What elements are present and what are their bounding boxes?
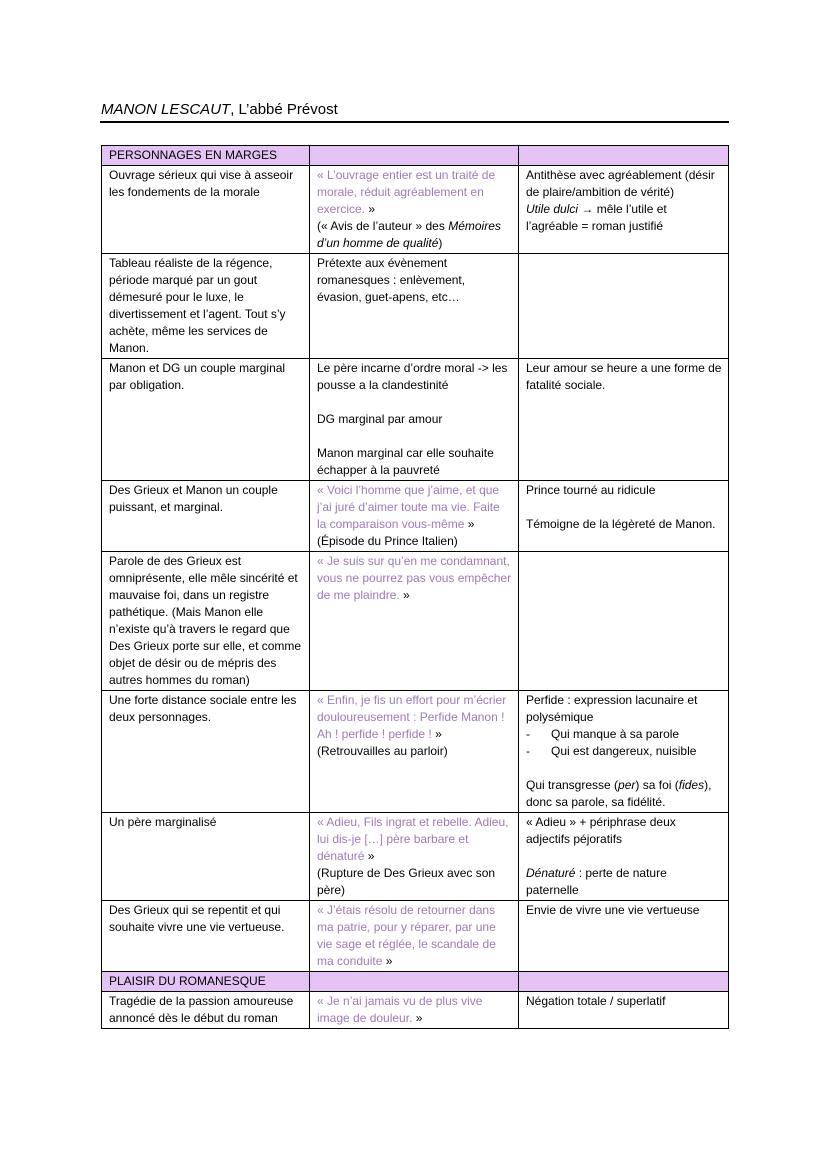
table-row bbox=[102, 691, 729, 813]
spacer bbox=[317, 428, 512, 445]
analysis-text: Perfide : expression lacunaire et polysémique bbox=[526, 693, 698, 724]
theme-cell: Ouvrage sérieux qui vise à asseoir les fondements de la morale bbox=[102, 166, 310, 254]
spacer bbox=[317, 394, 512, 411]
quote-cell bbox=[310, 992, 519, 1029]
table-row bbox=[102, 813, 729, 901]
quote-close: » bbox=[412, 1011, 423, 1025]
quote-body: Enfin, je fis un effort pour m’écrier douloureusement : Perfide Manon ! Ah ! perfide ! perfide ! bbox=[317, 693, 507, 741]
author-name: , L’abbé Prévost bbox=[230, 101, 338, 118]
theme-cell: Un père marginalisé bbox=[102, 813, 310, 901]
section-row-marges bbox=[102, 146, 729, 166]
note-cell: Prétexte aux évènement romanesques : enlèvement, évasion, guet-apens, etc… bbox=[310, 254, 519, 359]
analysis-text: Prince tourné au ridicule bbox=[526, 483, 656, 497]
analysis-text: Qui transgresse ( bbox=[526, 778, 619, 792]
empty-cell bbox=[519, 972, 729, 992]
quote-text bbox=[317, 994, 482, 1025]
analysis-text: ), donc sa parole, sa fidélité. bbox=[526, 778, 712, 809]
quote-open: « bbox=[317, 483, 328, 497]
note-text: Manon marginal car elle souhaite échapper à la pauvreté bbox=[317, 446, 494, 477]
analysis-term: per bbox=[618, 778, 636, 792]
theme-cell: Parole de des Grieux est omniprésente, elle mêle sincérité et mauvaise foi, dans un registre pathétique. (Mais Manon elle n’existe qu’à travers le regard que Des Grieux porte sur elle, et comme objet de désir ou de mépris des autres hommes du roman) bbox=[102, 552, 310, 691]
analysis-text: « Adieu » + périphrase deux adjectifs péjoratifs bbox=[526, 815, 676, 846]
note-text: DG marginal par amour bbox=[317, 412, 443, 426]
table-row bbox=[102, 166, 729, 254]
source-title: Mémoires d’un homme de qualité bbox=[317, 219, 501, 250]
quote-close: » bbox=[464, 517, 475, 531]
empty-cell bbox=[519, 552, 729, 691]
theme-cell: Tragédie de la passion amoureuse annoncé dès le début du roman bbox=[102, 992, 310, 1029]
theme-cell: Des Grieux qui se repentit et qui souhaite vivre une vie vertueuse. bbox=[102, 901, 310, 972]
theme-cell: Manon et DG un couple marginal par obligation. bbox=[102, 359, 310, 481]
analysis-term: Dénaturé bbox=[526, 866, 576, 880]
analysis-cell bbox=[519, 691, 729, 813]
analysis-cell: Négation totale / superlatif bbox=[519, 992, 729, 1029]
table-row bbox=[102, 254, 729, 359]
analysis-text: Témoigne de la légèreté de Manon. bbox=[526, 517, 716, 531]
quote-cell bbox=[310, 166, 519, 254]
quote-open: « bbox=[317, 693, 328, 707]
source-text: (Épisode du Prince Italien) bbox=[317, 534, 458, 548]
note-text: Le père incarne d’ordre moral -> les pousse a la clandestinité bbox=[317, 361, 508, 392]
spacer bbox=[526, 848, 722, 865]
quote-close: » bbox=[399, 588, 410, 602]
list-item bbox=[526, 743, 722, 760]
empty-cell bbox=[310, 972, 519, 992]
quote-text bbox=[317, 168, 495, 216]
quote-open: « bbox=[317, 554, 328, 568]
list-item-text: Qui manque à sa parole bbox=[551, 727, 680, 741]
table-row bbox=[102, 901, 729, 972]
theme-cell: Des Grieux et Manon un couple puissant, et marginal. bbox=[102, 481, 310, 552]
notes-table bbox=[101, 145, 729, 1029]
table-row bbox=[102, 992, 729, 1029]
quote-body: Je n’ai jamais vu de plus vive image de douleur. bbox=[317, 994, 483, 1025]
page-title bbox=[101, 100, 338, 120]
title-underline bbox=[100, 121, 729, 123]
source-text: (Rupture de Des Grieux avec son père) bbox=[317, 866, 496, 897]
analysis-cell bbox=[519, 481, 729, 552]
quote-body: Je suis sur qu’en me condamnant, vous ne pourrez pas vous empêcher de me plaindre. bbox=[317, 554, 512, 602]
analysis-text: → mêle l’utile et l’agréable = roman justifié bbox=[526, 202, 667, 233]
theme-cell: Une forte distance sociale entre les deux personnages. bbox=[102, 691, 310, 813]
source-text: (Retrouvailles au parloir) bbox=[317, 744, 448, 758]
quote-body: Adieu, Fils ingrat et rebelle. Adieu, lui dis-je […] père barbare et dénaturé bbox=[317, 815, 509, 863]
quote-close: » bbox=[382, 954, 393, 968]
bullet-dash: - bbox=[526, 727, 530, 741]
quote-open: « bbox=[317, 168, 328, 182]
quote-text bbox=[317, 693, 506, 741]
empty-cell bbox=[310, 146, 519, 166]
quote-open: « bbox=[317, 994, 328, 1008]
note-cell bbox=[310, 359, 519, 481]
analysis-cell: Leur amour se heure a une forme de fatalité sociale. bbox=[519, 359, 729, 481]
list-item-text: Qui est dangereux, nuisible bbox=[551, 744, 697, 758]
quote-cell bbox=[310, 901, 519, 972]
source-text: (« Avis de l’auteur » des bbox=[317, 219, 449, 233]
table-row bbox=[102, 481, 729, 552]
quote-cell bbox=[310, 691, 519, 813]
quote-text bbox=[317, 815, 508, 863]
source-text: ) bbox=[438, 236, 443, 250]
quote-text bbox=[317, 903, 496, 968]
theme-cell: Tableau réaliste de la régence, période marqué par un gout démesuré pour le luxe, le divertissement et l’agent. Tout s’y achète, même les services de Manon. bbox=[102, 254, 310, 359]
quote-cell bbox=[310, 552, 519, 691]
analysis-text: Antithèse avec agréablement (désir de plaire/ambition de vérité) bbox=[526, 168, 715, 199]
quote-cell bbox=[310, 813, 519, 901]
spacer bbox=[526, 499, 722, 516]
section-row-romanesque bbox=[102, 972, 729, 992]
quote-close: » bbox=[365, 202, 376, 216]
quote-body: J’étais résolu de retourner dans ma patrie, pour y réparer, par une vie sage et réglée, le scandale de ma conduite bbox=[317, 903, 496, 968]
analysis-cell bbox=[519, 166, 729, 254]
table-row bbox=[102, 359, 729, 481]
book-title: MANON LESCAUT bbox=[101, 101, 231, 118]
analysis-cell: Envie de vivre une vie vertueuse bbox=[519, 901, 729, 972]
empty-cell bbox=[519, 146, 729, 166]
quote-body: L’ouvrage entier est un traité de morale, réduit agréablement en exercice. bbox=[317, 168, 496, 216]
quote-close: » bbox=[431, 727, 442, 741]
quote-text bbox=[317, 554, 511, 602]
list-item bbox=[526, 726, 722, 743]
quote-body: Voici l’homme que j’aime, et que j’ai juré d’aimer toute ma vie. Faite la comparaison vous-même bbox=[317, 483, 500, 531]
quote-close: » bbox=[364, 849, 375, 863]
analysis-cell bbox=[519, 813, 729, 901]
analysis-text: : perte de nature paternelle bbox=[526, 866, 667, 897]
section-heading: PERSONNAGES EN MARGES bbox=[102, 146, 310, 166]
empty-cell bbox=[519, 254, 729, 359]
analysis-text: ) sa foi ( bbox=[635, 778, 679, 792]
analysis-term: fides bbox=[678, 778, 705, 792]
spacer bbox=[526, 760, 722, 777]
table-row bbox=[102, 552, 729, 691]
quote-open: « bbox=[317, 815, 327, 829]
bullet-dash: - bbox=[526, 744, 530, 758]
section-heading: PLAISIR DU ROMANESQUE bbox=[102, 972, 310, 992]
analysis-term: Utile dulci bbox=[526, 202, 579, 216]
quote-cell bbox=[310, 481, 519, 552]
quote-open: « bbox=[317, 903, 328, 917]
